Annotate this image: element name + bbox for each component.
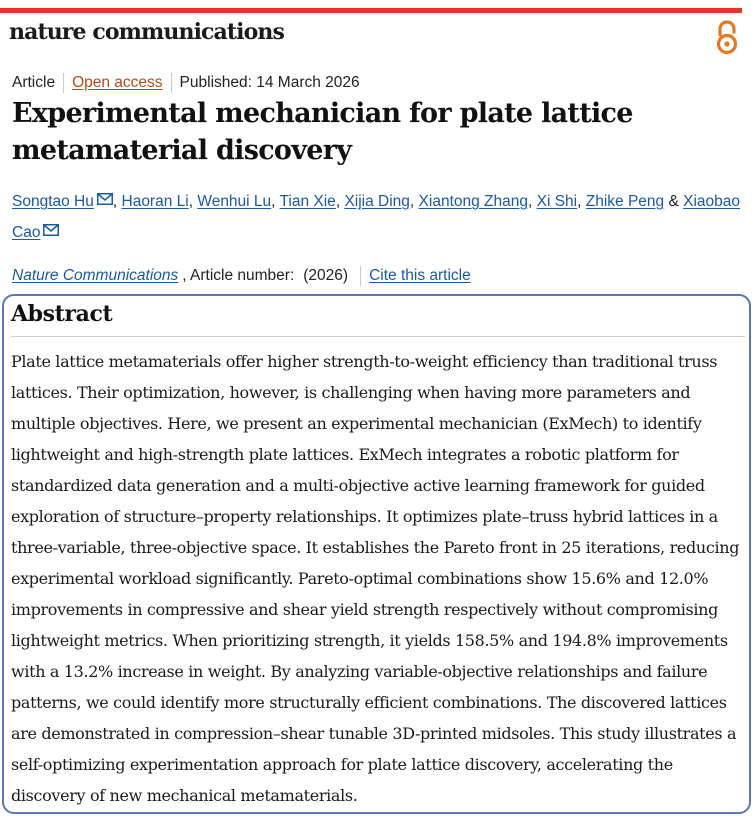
author-link[interactable]: Xiaobao Cao [12,193,741,241]
author-link[interactable]: Songtao Hu [12,193,94,210]
mail-icon[interactable] [97,193,113,205]
divider [63,73,64,93]
author-conjunction: & [668,193,679,210]
article-number-label: , Article number: [182,267,295,284]
open-access-link[interactable]: Open access [72,74,163,91]
author-link[interactable]: Wenhui Lu [197,193,272,210]
citation-year: (2026) [303,267,349,284]
article-type: Article [12,74,56,91]
abstract-heading: Abstract [11,301,113,327]
journal-logo[interactable]: nature communications [9,19,284,45]
journal-link[interactable]: Nature Communications [12,267,179,284]
article-meta [12,72,360,94]
cite-this-article-link[interactable]: Cite this article [369,267,471,284]
author-link[interactable]: Haoran Li [121,193,189,210]
open-access-icon [713,18,741,56]
abstract-text: Plate lattice metamaterials offer higher strength-to-weight efficiency than traditional truss lattices. Their optimization, however, is challenging when having more parameters and multiple objectives. Here, we present an experimental mechanician (ExMech) to identify lightweight and high-strength plate lattices. ExMech integrates a robotic platform for standardized data generation and a multi-objective active learning framework for guided exploration of structure–property relationships. It optimizes plate–truss hybrid lattices in a three-variable, three-objective space. It establishes the Pareto front in 25 iterations, reducing experimental workload significantly. Pareto-optimal combinations show 15.6% and 12.0% improvements in compressive and shear yield strength respectively without compromising lightweight metrics. When prioritizing strength, it yields 158.5% and 194.8% improvements with a 13.2% increase in weight. By analyzing variable-objective relationships and failure patterns, we could identify more structurally efficient combinations. The discovered lattices are demonstrated in compression–shear tunable 3D-printed midsoles. This study illustrates a self-optimizing experimentation approach for plate lattice discovery, accelerating the discovery of new mechanical metamaterials. [11,352,740,805]
citation-row [12,265,471,287]
divider [171,73,172,93]
mail-icon[interactable] [43,224,59,236]
author-link[interactable]: Zhike Peng [585,193,665,210]
divider [11,336,745,337]
brand-top-bar [0,8,742,13]
author-list: Songtao Hu , Haoran Li, Wenhui Lu, Tian Xie, Xijia Ding, Xiantong Zhang, Xi Shi, Zhike Peng & Xiaobao Cao [12,193,741,241]
article-title: Experimental mechanician for plate lattice metamaterial discovery [12,98,633,166]
author-link[interactable]: Xiantong Zhang [418,193,528,210]
divider [360,266,361,286]
author-link[interactable]: Xi Shi [536,193,578,210]
published-date: Published: 14 March 2026 [179,74,360,91]
author-link[interactable]: Xijia Ding [344,193,410,210]
author-link[interactable]: Tian Xie [279,193,336,210]
